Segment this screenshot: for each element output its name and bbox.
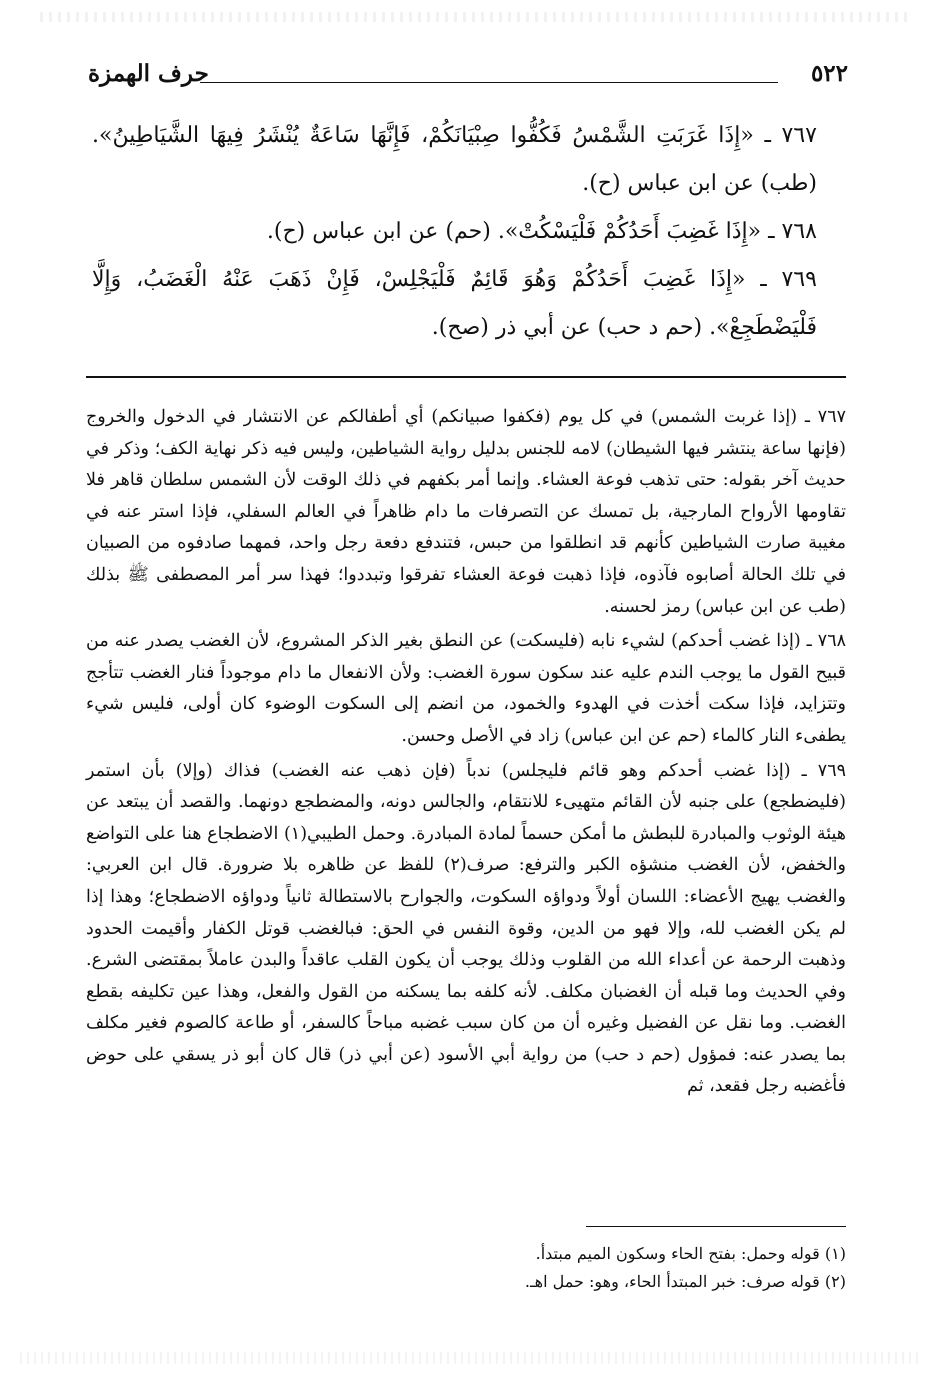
footnote-separator <box>586 1226 846 1227</box>
commentary-769: ٧٦٩ ـ (إذا غضب أحدكم وهو قائم فليجلس) ندباً (فإن ذهب عنه الغضب) فذاك (وإلا) بأن استمر (فليضطجع) على جنبه لأن القائم متهيىء للانتقام، والجالس دونه، والمضطجع دونهما. والقصد أن يبتعد عن هيئة الوثوب والمبادرة للبطش ما أمكن حسماً لمادة المبادرة. وحمل الطيبي(١) الاضطجاع هنا على التواضع والخفض، لأن الغضب منشؤه الكبر والترفع: صرف(٢) للفظ عن ظاهره بلا ضرورة. قال ابن العربي: والغضب يهيج الأعضاء: اللسان أولاً ودواؤه السكوت، والجوارح بالاستطالة ثانياً ودواؤه الاضطجاع؛ وهذا إذا لم يكن الغضب لله، وإلا فهو من الدين، وقوة النفس في الحق: فبالغضب قوتل الكفار وأقيمت الحدود وذهبت الرحمة عن أعداء الله من القلوب وذلك يوجب أن يكون القلب عاقداً والبدن عاملاً بمقتضى الشرع. وفي الحديث وما قبله أن الغضبان مكلف. لأنه كلفه بما يسكنه من القول والفعل، وهذا عين تكليفه بقطع الغضب. وما نقل عن الفضيل وغيره أن من كان سبب غضبه مباحاً كالسفر، أو طاعة كالصوم فغير مكلف بما يصدر عنه: فمؤول (حم د حب) من رواية أبي الأسود (عن أبي ذر) قال كان أبو ذر يسقي على حوض فأغضبه رجل فقعد، ثم <box>86 760 846 1097</box>
hadith-text-block <box>92 112 817 352</box>
hadith-769: ٧٦٩ ـ «إِذَا غَضِبَ أَحَدُكُمْ وَهُوَ قَائِمٌ فَلْيَجْلِسْ، فَإِنْ ذَهَبَ عَنْهُ الْغَضَبُ، وَإِلَّا فَلْيَضْطَجِعْ». (حم د حب) عن أبي ذر (صح). <box>92 267 817 340</box>
scan-noise-top <box>40 12 910 22</box>
page-header <box>88 60 848 94</box>
running-title: حرف الهمزة <box>88 60 209 87</box>
footnote-2: (٢) قوله صرف: خبر المبتدأ الحاء، وهو: حمل اهـ. <box>524 1272 846 1291</box>
hadith-767: ٧٦٧ ـ «إِذَا غَرَبَتِ الشَّمْسُ فَكُفُّوا صِبْيَانَكُمْ، فَإِنَّهَا سَاعَةٌ يُنْشَرُ فِيهَا الشَّيَاطِينُ». (طب) عن ابن عباس (ح). <box>92 123 817 196</box>
commentary-block <box>86 402 846 1106</box>
header-rule <box>200 82 778 83</box>
hadith-768: ٧٦٨ ـ «إِذَا غَضِبَ أَحَدُكُمْ فَلْيَسْكُتْ». (حم) عن ابن عباس (ح). <box>266 219 817 244</box>
page-number: ٥٢٢ <box>810 60 848 87</box>
scan-noise-bottom <box>20 1352 920 1364</box>
footnote-1: (١) قوله وحمل: بفتح الحاء وسكون الميم مبتدأ. <box>535 1244 846 1263</box>
commentary-768: ٧٦٨ ـ (إذا غضب أحدكم) لشيء نابه (فليسكت) عن النطق بغير الذكر المشروع، لأن الغضب يصدر عنه من قبيح القول ما يوجب الندم عليه عند سكون سورة الغضب: ولأن الانفعال ما دام موجوداً فنار الغضب تتأجج وتتزايد، فإذا سكت أخذت في الهدوء والخمود، من انضم إلى السكوت الوضوء كان أولى، فليس شيء يطفىء النار كالماء (حم عن ابن عباس) زاد في الأصل وحسن. <box>86 631 846 746</box>
footnotes-block <box>300 1240 846 1296</box>
text-commentary-separator <box>86 376 846 378</box>
commentary-767: ٧٦٧ ـ (إذا غربت الشمس) في كل يوم (فكفوا صبيانكم) أي أطفالكم عن الانتشار في الدخول والخروج (فإنها ساعة ينتشر فيها الشيطان) لامه للجنس بدليل رواية الشياطين، وليس فيه ذكر نهاية الكف؛ وذكر في حديث آخر بقوله: حتى تذهب فوعة العشاء. وإنما أمر بكفهم في ذلك الوقت لأن الشمس سلطان قاهر فلا تقاومها الأرواح المارجية، بل تمسك عن التصرفات ما دام ظاهراً في العالم السفلي، فإذا استر عنه في مغيبة صارت الشياطين كأنهم قد انطلقوا من حبس، فتندفع دفعة رجل واحد، فمهما صادفوه من الصبيان في تلك الحالة أصابوه فآذوه، فإذا ذهبت فوعة العشاء تفرقوا وتبددوا؛ فهذا سر أمر المصطفى ﷺ بذلك (طب عن ابن عباس) رمز لحسنه. <box>86 407 846 617</box>
